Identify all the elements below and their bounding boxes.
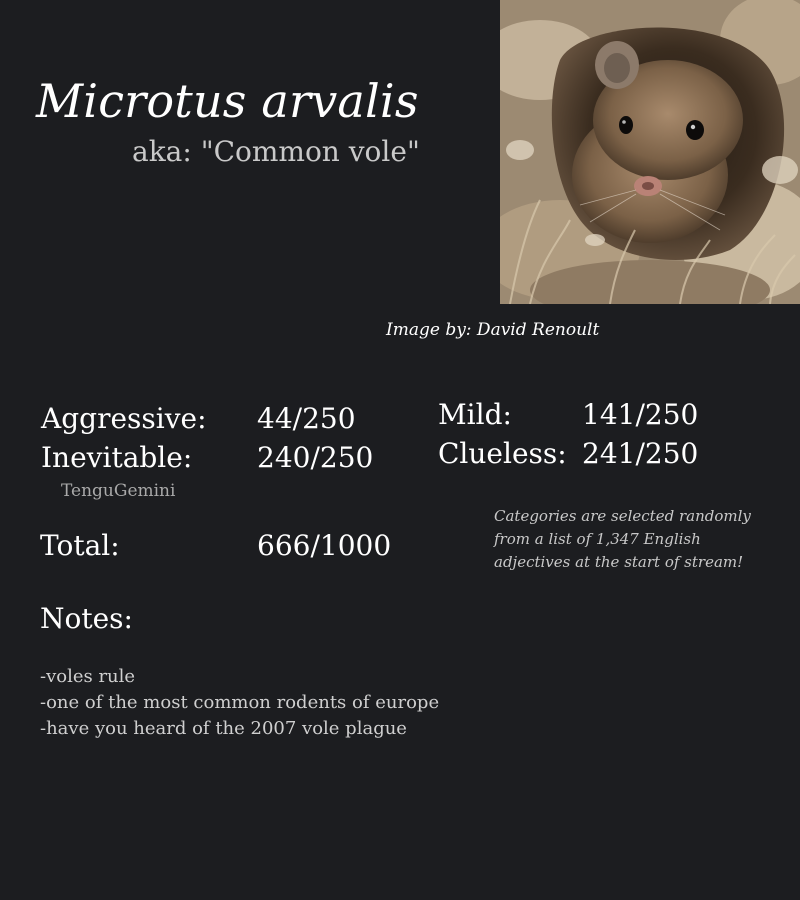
stat-label-clueless: Clueless: xyxy=(438,437,567,470)
stat-value-aggressive: 44/250 xyxy=(257,402,356,435)
vole-photo xyxy=(500,0,800,304)
random-categories-note xyxy=(494,505,751,574)
total-value: 666/1000 xyxy=(257,529,392,562)
random-note-line: adjectives at the start of stream! xyxy=(494,553,744,571)
total-label: Total: xyxy=(40,529,120,562)
note-item: -voles rule xyxy=(40,666,136,687)
photo-credit: Image by: David Renoult xyxy=(386,320,600,340)
note-item: -have you heard of the 2007 vole plague xyxy=(40,718,407,739)
stat-label-mild: Mild: xyxy=(438,398,512,431)
stat-value-inevitable: 240/250 xyxy=(257,441,374,474)
random-note-line: Categories are selected randomly xyxy=(494,507,751,525)
stat-label-aggressive: Aggressive: xyxy=(41,402,207,435)
notes-list xyxy=(40,664,439,742)
species-scientific-name: Microtus arvalis xyxy=(36,74,419,128)
stat-label-inevitable: Inevitable: xyxy=(41,441,193,474)
notes-heading: Notes: xyxy=(40,602,133,635)
note-item: -one of the most common rodents of europe xyxy=(40,692,440,713)
stat-value-clueless: 241/250 xyxy=(582,437,699,470)
stat-value-mild: 141/250 xyxy=(582,398,699,431)
species-common-name: aka: "Common vole" xyxy=(132,135,420,168)
contributor-name: TenguGemini xyxy=(61,481,176,501)
random-note-line: from a list of 1,347 English xyxy=(494,530,701,548)
